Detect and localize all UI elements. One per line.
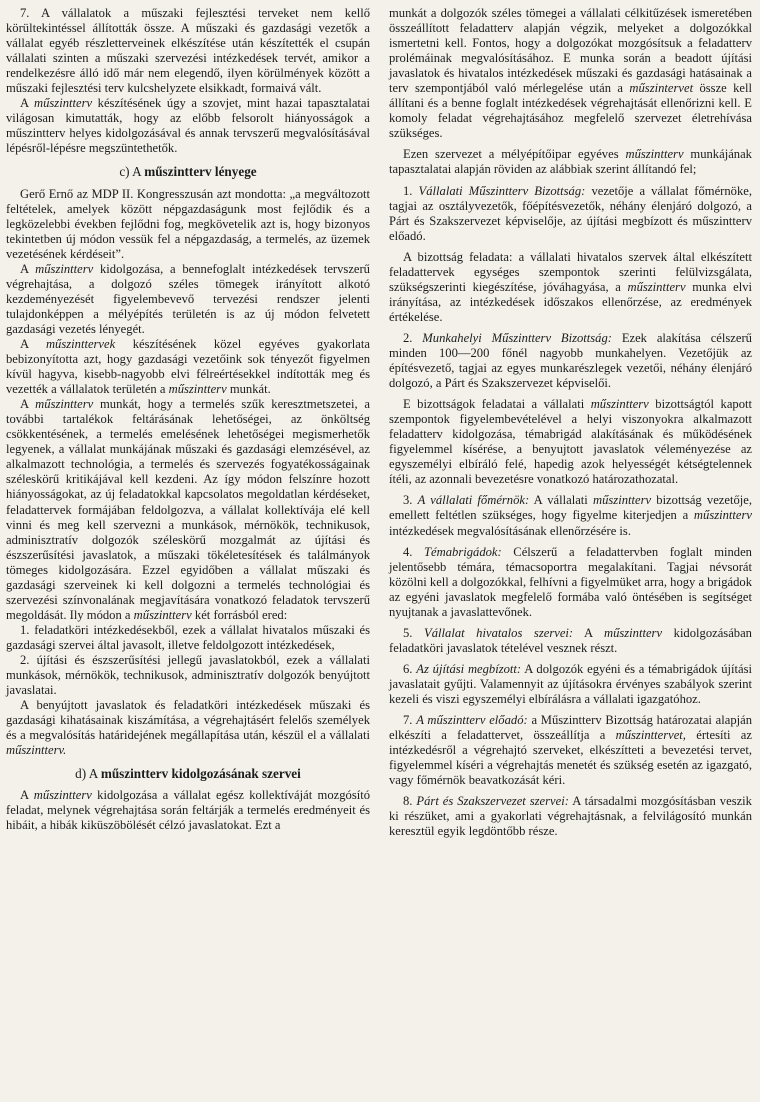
list-item: 5. Vállalat hivatalos szervei: A műszintterv kidolgozásában feladatköri javaslatok tételével vesznek részt. <box>389 625 752 655</box>
list-item: 3. A vállalati főmérnök: A vállalati műszintterv bizottság vezetője, emellett feltétlen szükséges, hogy figyelme kiterjedjen a műszintterv intézkedések megvalósításának ellenőrzésére is. <box>389 493 753 538</box>
term: műszintterv <box>693 508 752 523</box>
term: műszintterv <box>627 279 686 294</box>
list-item: 6. Az újítási megbízott: A dolgozók egyéni és a témabrigádok újítási javaslatait gyűjti. Valamennyit az újításokra érvényes szabályok szerint kezeli és viszi egyszemélyi elbírálásra a vállalati igazgatóhoz. <box>389 661 752 706</box>
list-item: 8. Párt és Szakszervezet szervei: A társadalmi mozgósításban veszik ki részüket, ami a gyakorlati végrehajtásnak, a felvilágosító munkán keresztül egyik legdöntőbb része. <box>389 794 752 839</box>
item-label: Témabrigádok: <box>424 544 502 559</box>
left-column <box>6 6 370 833</box>
term: műszintterv <box>34 96 93 111</box>
list-item: 1. feladatköri intézkedésekből, ezek a vállalat hivatalos műszaki és gazdasági szervei által javasolt, illetve feldolgozott intézkedések, <box>6 622 370 652</box>
paragraph: 7. A vállalatok a műszaki fejlesztési terveket nem kellő körültekintéssel állították össze. A műszaki és gazdasági vezetők a vállalat egyéb részletterveinek elkészítése után készítették el csupán vállalati szinten a műszaki szervezési intézkedések tervét, amikor a rendelkezésre álló idő már nem elegendő, ilyen körülmények között a műszaki fejlesztési terv kulcshelyzete elsikkadt, formaivá vált. <box>6 6 370 96</box>
paragraph: A műszintterv kidolgozása a vállalat egész kollektíváját mozgósító feladat, melynek végrehajtása során feltárják a termelés eredményeit és hibáit, a hibák kiküszöbölését célzó javaslatokat. Ezt a <box>6 788 371 833</box>
list-item: 2. újítási és észszerűsítési jellegű javaslatokból, ezek a vállalati munkások, mérnökök, technikusok, adminisztratív dolgozók benyújtott javaslatai. <box>6 652 370 698</box>
list-item: 7. A műszintterv előadó: a Műszintterv Bizottság határozatai alapján elkészíti a feladattervet, összeállítja a műszinttervet, értesíti az intézkedésről a végrehajtó szerveket, elkészítteti a bevezetési tervet, figyelemmel kíséri a végrehajtás menetét és szükség esetén az igazgató, vagy főmérnök beavatkozását kéri. <box>389 713 752 788</box>
item-label: A vállalati főmérnök: <box>417 493 530 508</box>
right-column <box>389 6 752 839</box>
term: műszintterv <box>593 493 652 508</box>
term: műszintervet <box>629 81 694 96</box>
paragraph: A műszintterv munkát, hogy a termelés szűk keresztmetszetei, a további tartalékok feltárásának lehetőségei, az önköltség csökkentésének, a termelés emelésének lehetőségei megismerhetők legyenek, a vállalat munkájának műszaki és gazdasági elemzésével, az alkalmazott technológia, a termelés és szervezés fogyatékosságainak széleskörű kritikájával kell kezdeni. Az így módon felszínre hozott hiányosságokat, az új feladatokkal kapcsolatos megoldatlan kérdéseket, feladattervek formájában feldolgozva, a vállalat kollektívája elé kell vinni és meg kell szervezni a munkások, mérnökök, technikusok, adminisztratív dolgozók széleskörű mozgalmát az újítási és észszerűsítési javaslatok, a műszaki tökéletesítések és találmányok tömeges kidolgozására. Ezzel egyidőben a vállalat műszaki és gazdasági szerveinek ki kell dolgozni a termelés technológiai és szervezési színvonalának megjavítására vonatkozó feladatok tervszerű megoldását. Ily módon a műszintterv két forrásból ered: <box>6 397 370 622</box>
paragraph: A benyújtott javaslatok és feladatköri intézkedések műszaki és gazdasági kihatásainak kiszámítása, a végrehajtásért felelős személyek és a megvalósítás határidejének megállapítása után, készül el a vállalati műszintterv. <box>6 698 370 758</box>
paragraph: A műszintterv kidolgozása, a bennefoglalt intézkedések tervszerű végrehajtása, a dolgozó széles tömegek irányított alkotó kezdeményezését figyelembevevő tervezési rendszer jelenti tulajdonképpen a mélyépítés területén is az új módon felvetett gazdasági vezetés lényegét. <box>6 261 370 336</box>
paragraph: Ezen szervezet a mélyépítőipar egyéves műszintterv munkájának tapasztalatai alapján röviden az alábbiak szerint állítandó fel; <box>389 147 752 177</box>
item-label: Vállalati Műszintterv Bizottság: <box>418 183 586 198</box>
paragraph: A műszinttervek készítésének közel egyéves gyakorlata bebizonyította azt, hogy gazdasági vezetőink sok tényezőt figyelmen kívül hagyva, kisebb-nagyobb elvi félreértésekkel indították meg és vezették a vállalatok területén a műszintterv munkát. <box>6 336 370 397</box>
paragraph: E bizottságok feladatai a vállalati műszintterv bizottságtól kapott szempontok figyelembevételével a helyi viszonyokra alkalmazott feladatterv kidolgozása, témabrigád alakításának és működésének figyelemmel kísérése, a benyujtott javaslatok véleményezése az egyszemélyi elbíráló felé, hapedig azok helyességét kétségtelennek ítéli, az azonnali bevezetésre vonatkozó határozathozatal. <box>389 397 753 487</box>
paragraph: munkát a dolgozók széles tömegei a vállalati célkitűzések ismeretében összeállított feladatterv alapján végzik, melyeket a dolgozókkal ismertetni kell. Fontos, hogy a dolgozókat mozgósítsuk a feladatterv prolémáinak megvalósításához. E munka során a beadott újítási javaslatok és hivatalos intézkedések műszaki és gazdasági hatásainak a terv szempontjából való mérlegelése után a műszintervet össze kell állítani és a benne foglalt intézkedések végrehajtását ellenőrizni kell. E komoly feladat végrehajtásához megfelelő szervezet életrehívása szükséges. <box>389 6 753 141</box>
item-label: Vállalat hivatalos szervei: <box>424 625 574 640</box>
paragraph: A műszintterv készítésének úgy a szovjet, mint hazai tapasztalatai világosan kimutatták, hogy az előbb felsorolt hiányosságok a műszintterv helyes kidolgozásával és annak tervszerű megvalósításával lépésről-lépésre megszüntethetők. <box>6 96 371 156</box>
term: műszintterv <box>603 625 663 640</box>
item-label: Párt és Szakszervezet szervei: <box>416 794 569 809</box>
item-label: A műszintterv előadó: <box>416 713 528 728</box>
item-label: Az újítási megbízott: <box>416 661 522 676</box>
list-item: 4. Témabrigádok: Célszerű a feladattervben foglalt minden jelentősebb témára, témacsoportra megalakítani. Tagjai névsorát közölni kell a dolgozókkal, felhívni a figyelmüket arra, hogy a brigádok az egyéni javaslatok megfelelő formába való öntésében is segítséget nyujtanak a javaslattevőnek. <box>389 544 753 619</box>
term: műszintterv <box>168 382 227 397</box>
section-heading-d: d) A műszintterv kidolgozásának szervei <box>75 766 301 782</box>
term: műszintterv <box>33 788 92 803</box>
term: műszinttervet, <box>615 728 686 743</box>
term: műszintterv. <box>6 743 67 758</box>
term: műszintterv <box>590 397 649 412</box>
list-item: 2. Munkahelyi Műszintterv Bizottság: Ezek alakítása célszerű minden 100—200 főnél nagyobb munkahelyen. Vezetőjük az építésvezető, tagjai az egyes munkarészlegek vezetői, néhány élenjáró dolgozó, a Párt és Szakszervezet képviselői. <box>389 330 752 391</box>
term: műszinttervek <box>45 336 116 351</box>
item-label: Munkahelyi Műszintterv Bizottság: <box>422 330 612 345</box>
list-item: 1. Vállalati Műszintterv Bizottság: vezetője a vállalat főmérnöke, tagjai az osztályvezetők, főépítésvezetők, néhány élenjáró dolgozó, a Párt és Szakszervezet képviselője, az újítási megbízott és műszintterv előadó. <box>389 183 752 243</box>
section-heading-c: c) A műszintterv lényege <box>119 164 257 180</box>
term: műszintterv <box>133 607 192 622</box>
term: műszintterv <box>35 261 94 276</box>
term: műszintterv <box>625 147 684 162</box>
paragraph: Gerő Ernő az MDP II. Kongresszusán azt mondotta: „a megváltozott feltételek, amelyek között népgazdaságunk most fejlődik és a legközelebbi években fejlődni fog, megkövetelik azt is, hogy bizonyos tekintetben új módon vessük fel a népgazdaság, a termelés, az üzemek vezetésének kérdéseit”. <box>6 186 370 261</box>
term: műszintterv <box>35 397 94 412</box>
paragraph: A bizottság feladata: a vállalati hivatalos szervek által elkészített feladattervek egységes szempontok szerinti felülvizsgálata, szükségszerinti kiegészítése, jóváhagyása, a műszintterv munka elvi irányítása, az intézkedések időszakos ellenőrzése, az eredmények értékelése. <box>389 249 752 324</box>
